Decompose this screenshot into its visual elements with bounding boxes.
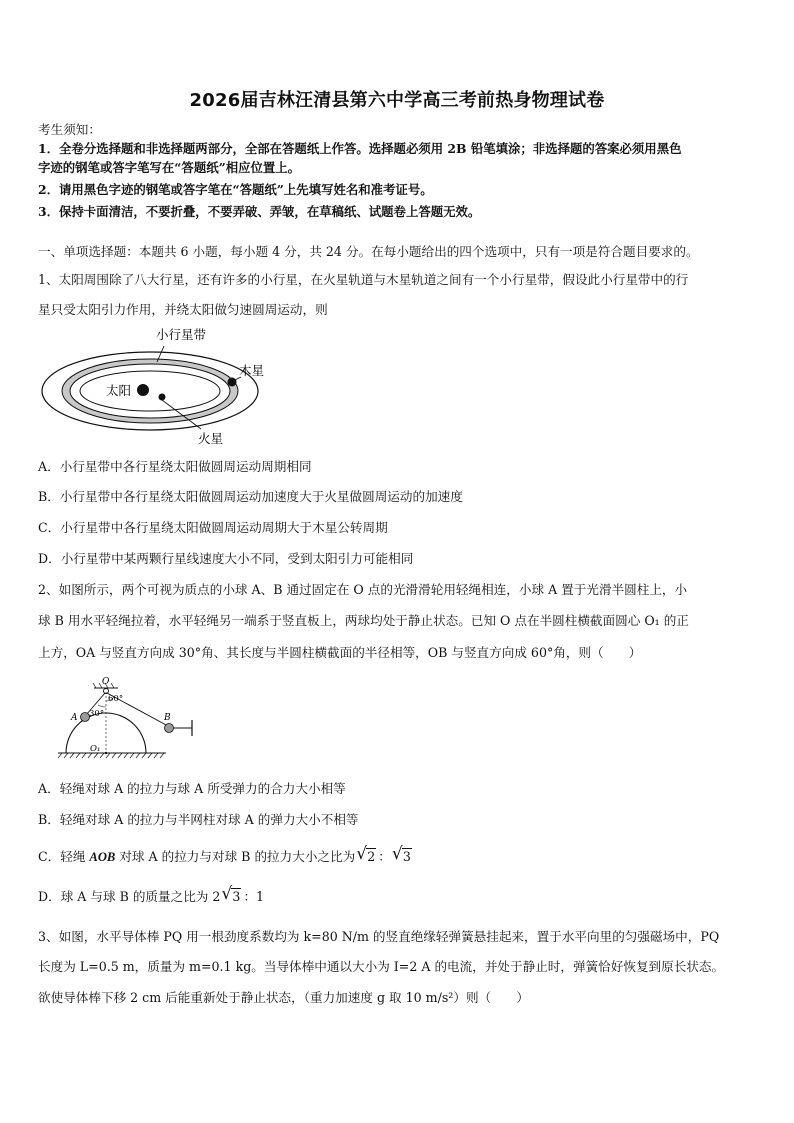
jupiter-dot: [228, 378, 237, 387]
mars-label: 火星: [198, 431, 224, 446]
option-c-var: AOB: [89, 850, 116, 864]
q2-option-c: [38, 849, 760, 865]
section-heading: 一、单项选择题：本题共 6 小题，每小题 4 分，共 24 分。在每小题给出的四个选项中，只有一项是符合题目要求的。: [38, 244, 699, 259]
notice-item-2: 2．请用黑色字迹的钢笔或答字笔在“答题纸”上先填写姓名和准考证号。: [38, 182, 433, 197]
q2-stem-line-3: 上方，OA 与竖直方向成 30°角、其长度与半圆柱横截面的半径相等，OB 与竖直方向成 60°角，则（ ）: [38, 645, 642, 660]
label-o1: O₁: [90, 744, 101, 754]
q1-stem-line-2: 星只受太阳引力作用，并绕太阳做匀速圆周运动，则: [38, 302, 328, 317]
angle-30-label: 30°: [89, 709, 105, 719]
sun-dot: [137, 384, 149, 396]
q3-stem-line-3: 欲使导体棒下移 2 cm 后能重新处于静止状态，（重力加速度 g 取 10 m/s²）则（ ）: [38, 990, 529, 1005]
q1-option-c: C．小行星带中各行星绕太阳做圆周运动周期大于木星公转周期: [38, 520, 388, 535]
option-d-suffix: ：1: [243, 889, 265, 904]
notice-item-1-cont: 字迹的钢笔或答字笔写在“答题纸”相应位置上。: [38, 160, 301, 175]
q2-stem-line-1: 2、如图所示，两个可视为质点的小球 A、B 通过固定在 O 点的光滑滑轮用轻绳相连，小球 A 置于光滑半圆柱上，小: [38, 582, 688, 597]
page-title: 2026届吉林汪清县第六中学高三考前热身物理试卷: [189, 90, 605, 111]
ball-b: [165, 724, 174, 733]
option-c-prefix: C．轻绳: [38, 849, 90, 864]
q2-option-d: [38, 889, 760, 905]
q2-option-a: A．轻绳对球 A 的拉力与球 A 所受弹力的合力大小相等: [38, 781, 346, 796]
sqrt-3-d: √ 3: [222, 889, 241, 905]
q2-option-b: B．轻绳对球 A 的拉力与半网柱对球 A 的弹力大小不相等: [38, 812, 359, 827]
q2-pulley-figure: [58, 676, 208, 768]
angle-60-label: 60°: [108, 694, 124, 704]
notice-item-1: 1．全卷分选择题和非选择题两部分，全部在答题纸上作答。选择题必须用 2B 铅笔填涂；非选择题的答案必须用黑色: [38, 141, 682, 156]
sqrt-2: √ 2: [357, 849, 376, 865]
q1-orbit-figure: [36, 322, 286, 450]
q1-option-b: B．小行星带中各行星绕太阳做圆周运动加速度大于火星做圆周运动的加速度: [38, 489, 463, 504]
q1-option-a: A．小行星带中各行星绕太阳做圆周运动周期相同: [38, 459, 312, 474]
jupiter-label: 木星: [239, 363, 265, 378]
q1-option-d: D．小行星带中某两颗行星线速度大小不同，受到太阳引力可能相同: [38, 551, 414, 566]
sqrt-3: √ 3: [393, 849, 412, 865]
label-a: A: [71, 713, 78, 723]
label-o: O: [102, 677, 110, 687]
notice-item-3: 3．保持卡面清洁，不要折叠，不要弄破、弄皱，在草稿纸、试题卷上答题无效。: [38, 204, 481, 219]
mars-dot: [159, 394, 166, 401]
sun-label: 太阳: [106, 383, 132, 398]
q3-stem-line-2: 长度为 L=0.5 m，质量为 m=0.1 kg。当导体棒中通以大小为 I=2 A 的电流，并处于静止时，弹簧恰好恢复到原长状态。: [38, 959, 725, 974]
label-b: B: [164, 713, 171, 723]
option-d-prefix: D．球 A 与球 B 的质量之比为 2: [38, 889, 221, 904]
q2-stem-line-2: 球 B 用水平轻绳拉着，水平轻绳另一端系于竖直板上，两球均处于静止状态。已知 O 点在半圆柱横截面圆心 O₁ 的正: [38, 613, 689, 628]
option-c-mid: 对球 A 的拉力与对球 B 的拉力大小之比为: [115, 849, 356, 864]
q3-stem-line-1: 3、如图，水平导体棒 PQ 用一根劲度系数均为 k=80 N/m 的竖直绝缘轻弹簧悬挂起来，置于水平向里的匀强磁场中，PQ: [38, 929, 720, 944]
asteroid-belt-label: 小行星带: [156, 327, 207, 342]
q1-stem-line-1: 1、太阳周围除了八大行星，还有许多的小行星，在火星轨道与木星轨道之间有一个小行星带，假设此小行星带中的行: [38, 272, 689, 287]
notice-heading: 考生须知：: [38, 122, 101, 137]
option-c-sep: ：: [378, 849, 391, 864]
